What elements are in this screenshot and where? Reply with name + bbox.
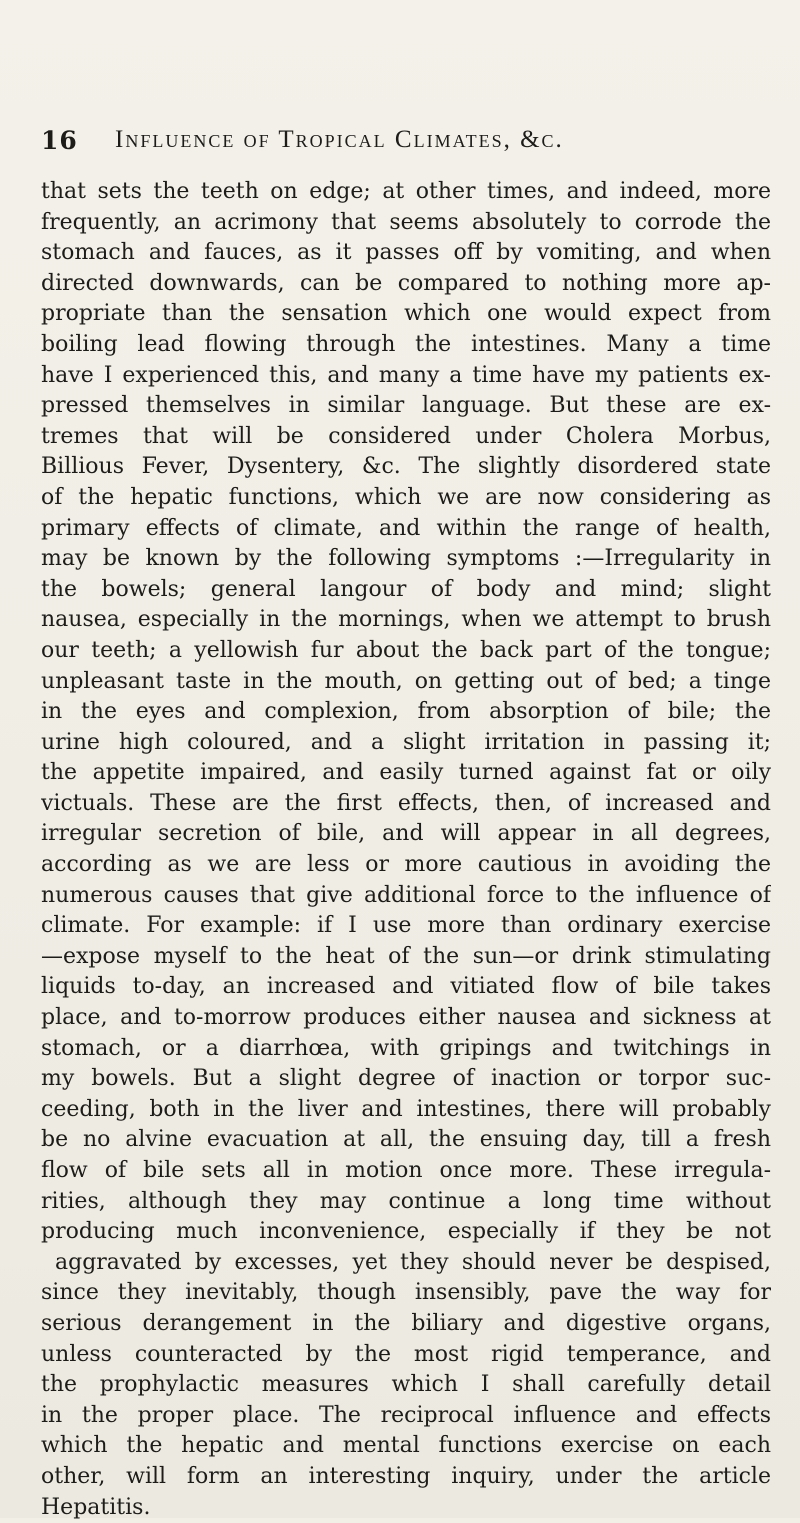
text-line: rities, although they may continue a long time without xyxy=(41,1188,771,1214)
text-line: in the eyes and complexion, from absorption of bile; the xyxy=(41,699,771,725)
text-line: of the hepatic functions, which we are now considering as xyxy=(41,484,771,510)
text-line: since they inevitably, though insensibly, pave the way for xyxy=(41,1280,771,1306)
text-line: urine high coloured, and a slight irritation in passing it; xyxy=(41,729,771,755)
text-line: —expose myself to the heat of the sun—or drink stimulating xyxy=(41,943,771,969)
text-line: that sets the teeth on edge; at other times, and indeed, more xyxy=(41,179,771,204)
text-line: irregular secretion of bile, and will appear in all degrees, xyxy=(41,821,771,847)
text-line: unpleasant taste in the mouth, on getting out of bed; a tinge xyxy=(41,668,771,694)
running-head xyxy=(41,126,761,162)
text-line: Hepatitis. xyxy=(41,1494,151,1520)
text-line: stomach, or a diarrhœa, with gripings and twitchings in xyxy=(41,1035,771,1061)
text-line: place, and to-morrow produces either nausea and sickness at xyxy=(41,1005,771,1031)
text-line: aggravated by excesses, yet they should never be despised, xyxy=(55,1249,771,1275)
text-line: climate. For example: if I use more than ordinary exercise xyxy=(41,913,771,939)
text-line: tremes that will be considered under Cholera Morbus, xyxy=(41,423,771,449)
text-line: our teeth; a yellowish fur about the back part of the tongue; xyxy=(41,637,771,663)
text-line: unless counteracted by the most rigid temperance, and xyxy=(41,1341,771,1367)
text-line: boiling lead flowing through the intestines. Many a time xyxy=(41,331,771,357)
text-line: propriate than the sensation which one would expect from xyxy=(41,301,771,327)
running-title: Influence of Tropical Climates, &c. xyxy=(115,126,564,153)
text-line: numerous causes that give additional force to the influence of xyxy=(41,882,771,908)
text-line: the prophylactic measures which I shall carefully detail xyxy=(41,1372,771,1398)
text-line: serious derangement in the biliary and digestive organs, xyxy=(41,1310,771,1336)
text-line: in the proper place. The reciprocal influence and effects xyxy=(41,1402,771,1428)
text-line: the appetite impaired, and easily turned against fat or oily xyxy=(41,760,771,786)
text-line: may be known by the following symptoms :—Irregularity in xyxy=(41,546,771,572)
body-text xyxy=(41,177,771,1523)
text-line: primary effects of climate, and within the range of health, xyxy=(41,515,771,541)
text-line: producing much inconvenience, especially if they be not xyxy=(41,1219,771,1245)
text-line: directed downwards, can be compared to nothing more ap- xyxy=(41,270,771,296)
text-line: frequently, an acrimony that seems absolutely to corrode the xyxy=(41,209,771,235)
text-line: be no alvine evacuation at all, the ensuing day, till a fresh xyxy=(41,1127,771,1153)
text-line: nausea, especially in the mornings, when we attempt to brush xyxy=(41,607,771,633)
text-line: which the hepatic and mental functions exercise on each xyxy=(41,1433,771,1459)
text-line: other, will form an interesting inquiry, under the article xyxy=(41,1463,771,1489)
page-number: 16 xyxy=(41,126,78,155)
text-line: victuals. These are the first effects, then, of increased and xyxy=(41,790,771,816)
text-line: the bowels; general langour of body and mind; slight xyxy=(41,576,771,602)
text-line: pressed themselves in similar language. But these are ex- xyxy=(41,393,771,419)
text-line: have I experienced this, and many a time have my patients ex- xyxy=(41,362,771,388)
text-line: Billious Fever, Dysentery, &c. The slightly disordered state xyxy=(41,454,771,480)
text-line: liquids to-day, an increased and vitiated flow of bile takes xyxy=(41,974,771,1000)
text-line: ceeding, both in the liver and intestines, there will probably xyxy=(41,1096,771,1122)
text-line: flow of bile sets all in motion once more. These irregula- xyxy=(41,1158,771,1183)
text-line: my bowels. But a slight degree of inaction or torpor suc- xyxy=(41,1066,771,1092)
text-line: stomach and fauces, as it passes off by vomiting, and when xyxy=(41,240,771,266)
text-line: according as we are less or more cautious in avoiding the xyxy=(41,852,771,878)
